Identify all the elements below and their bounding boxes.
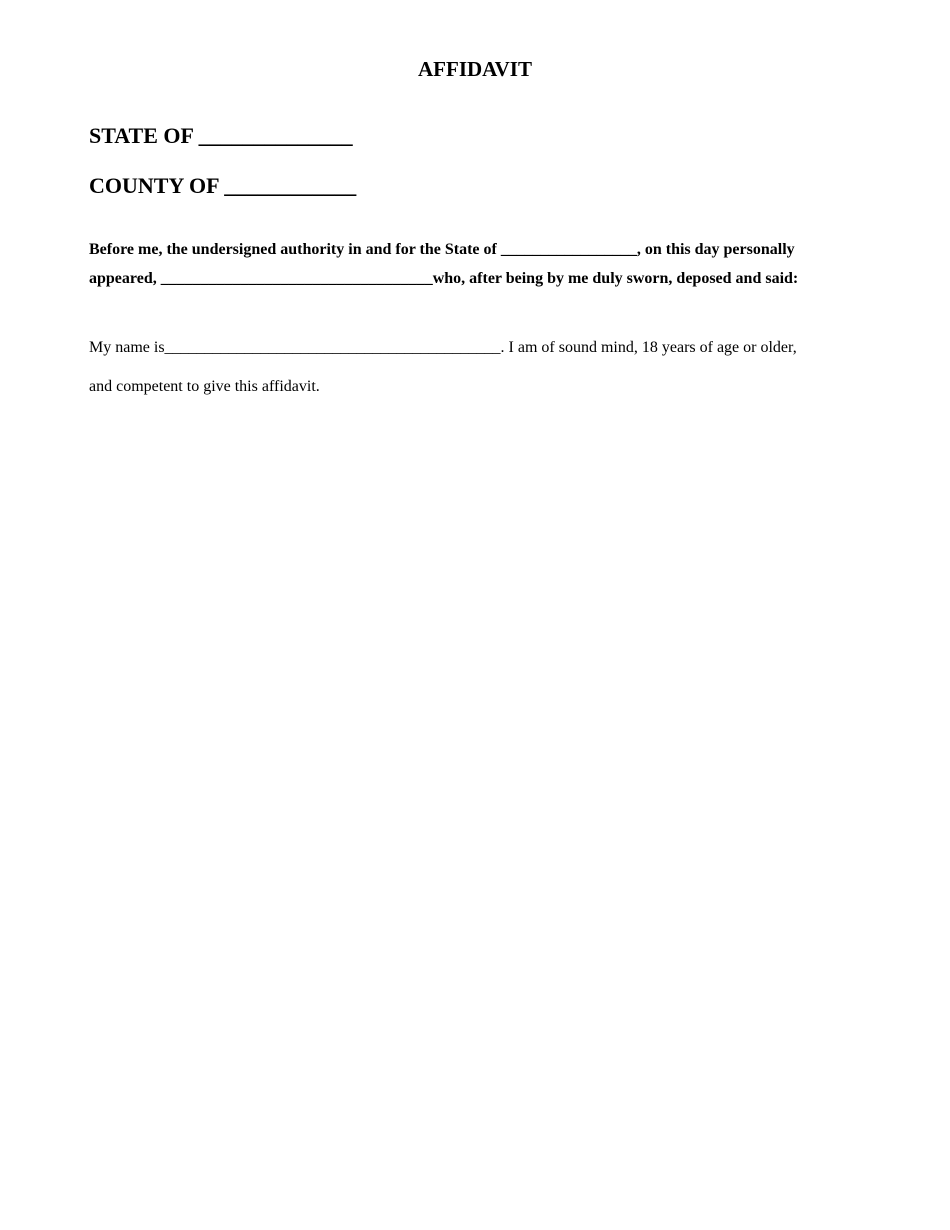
statement-paragraph-line-2: and competent to give this affidavit. [89,378,320,395]
state-heading: STATE OF ______________ [89,123,353,148]
statement-paragraph-line-1: My name is__________________________________________. I am of sound mind, 18 years of age or older, [89,339,797,356]
document-title: AFFIDAVIT [418,57,532,81]
county-heading: COUNTY OF ____________ [89,173,357,198]
intro-paragraph-line-1: Before me, the undersigned authority in and for the State of _________________, on this day personally [89,241,795,258]
intro-paragraph-line-2: appeared, __________________________________who, after being by me duly sworn, deposed and said: [89,270,799,287]
